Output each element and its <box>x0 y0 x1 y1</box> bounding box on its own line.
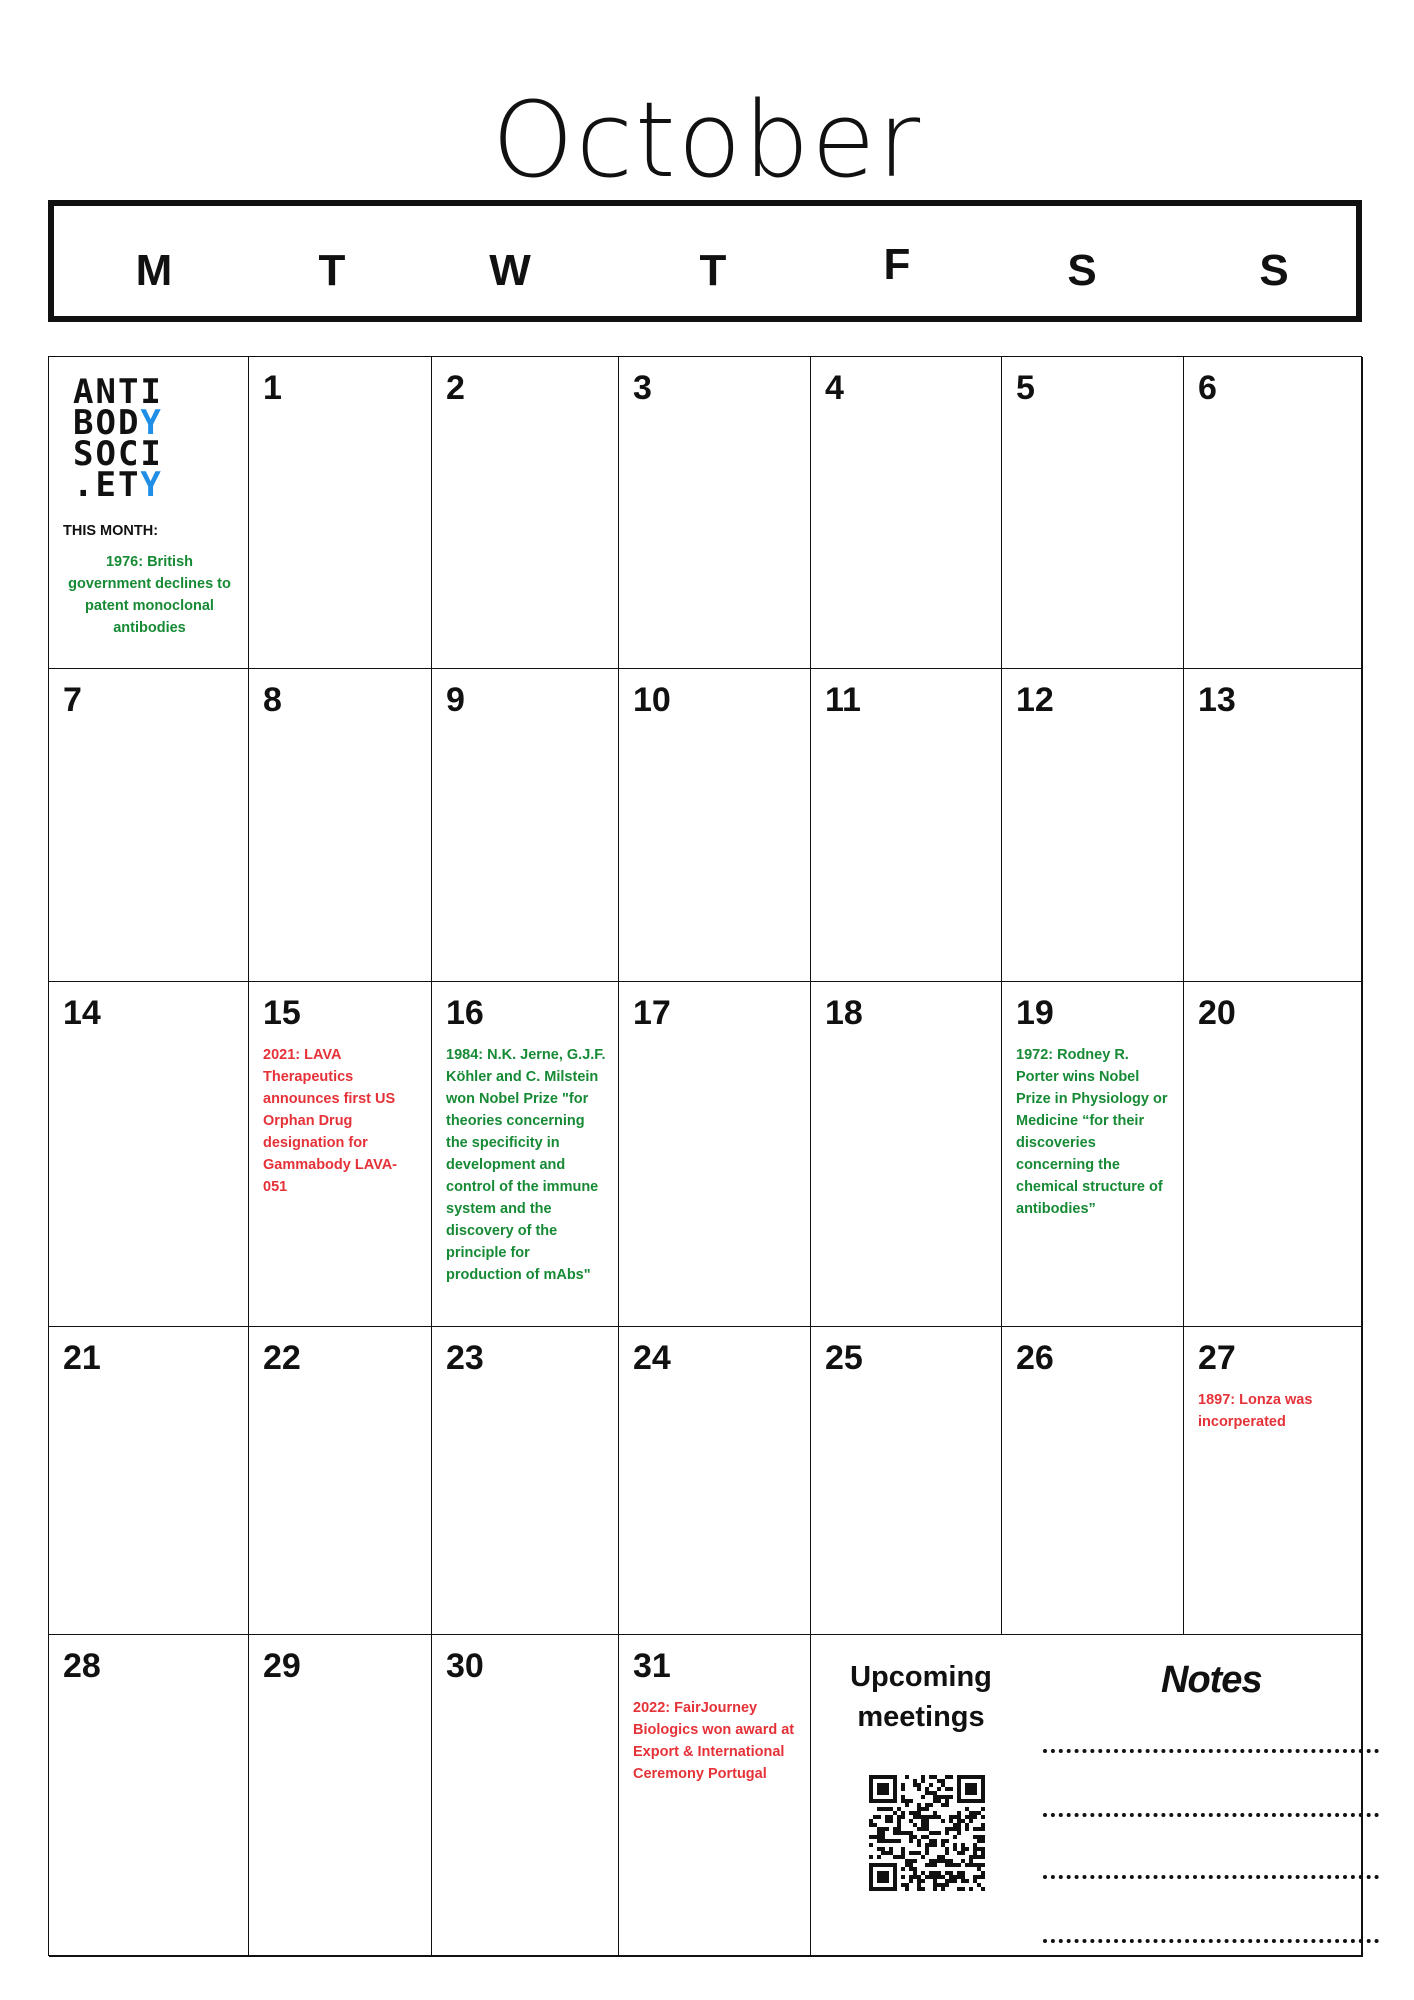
day-number: 21 <box>63 1339 101 1377</box>
day-number: 27 <box>1198 1339 1236 1377</box>
day-number: 24 <box>633 1339 671 1377</box>
day-number: 8 <box>263 681 282 719</box>
upcoming-line: meetings <box>857 1701 985 1733</box>
day-number: 14 <box>63 994 101 1032</box>
day-cell <box>619 1635 811 1957</box>
weekday-tue: T <box>318 246 346 295</box>
day-cell <box>619 357 811 669</box>
notes-heading: Notes <box>1161 1659 1262 1701</box>
weekday-mon: M <box>135 246 173 295</box>
day-number: 17 <box>633 994 671 1032</box>
day-event: 2022: FairJourney Biologics won award at Export & International Ceremony Portugal <box>633 1700 795 1782</box>
day-cell <box>619 669 811 982</box>
day-number: 6 <box>1198 369 1217 407</box>
intro-cell <box>49 357 249 669</box>
day-number: 18 <box>825 994 863 1032</box>
day-cell <box>811 669 1002 982</box>
day-cell <box>1184 357 1363 669</box>
day-number: 31 <box>633 1647 671 1685</box>
calendar-grid <box>48 356 1362 1956</box>
day-cell <box>49 982 249 1327</box>
weekday-sun: S <box>1259 246 1289 295</box>
day-number: 10 <box>633 681 671 719</box>
day-number: 2 <box>446 369 465 407</box>
day-cell <box>432 982 619 1327</box>
day-number: 7 <box>63 681 82 719</box>
day-number: 26 <box>1016 1339 1054 1377</box>
logo-text: BOD <box>73 403 141 443</box>
day-cell <box>811 357 1002 669</box>
day-cell <box>249 1635 432 1957</box>
day-number: 5 <box>1016 369 1035 407</box>
day-cell <box>619 1327 811 1635</box>
meetings-notes-cell <box>811 1635 1363 1957</box>
day-number: 11 <box>825 681 861 719</box>
this-month-event: 1976: British government declines to patent monoclonal antibodies <box>68 554 231 636</box>
day-event: 1972: Rodney R. Porter wins Nobel Prize in Physiology or Medicine “for their discoveries concerning the chemical structure of antibodies” <box>1016 1047 1168 1217</box>
logo-text: Y <box>140 465 163 505</box>
upcoming-meetings-heading <box>841 1657 1001 1737</box>
day-event: 1897: Lonza was incorperated <box>1198 1392 1313 1430</box>
weekday-fri: F <box>883 240 911 289</box>
logo-text: Y <box>140 403 163 443</box>
day-cell <box>432 357 619 669</box>
qr-code-icon[interactable] <box>869 1775 985 1891</box>
day-cell <box>49 1327 249 1635</box>
notes-line <box>1043 1939 1379 1943</box>
day-cell <box>249 357 432 669</box>
logo-text: .ET <box>73 465 141 505</box>
day-cell <box>811 1327 1002 1635</box>
day-cell <box>811 982 1002 1327</box>
day-event: 1984: N.K. Jerne, G.J.F. Köhler and C. Milstein won Nobel Prize "for theories concerning the specificity in development and control of the immune system and the discovery of the principle for production of mAbs" <box>446 1047 606 1283</box>
day-number: 9 <box>446 681 465 719</box>
day-cell <box>1184 1327 1363 1635</box>
logo-text: SOCI <box>73 434 163 474</box>
day-cell <box>432 1635 619 1957</box>
weekday-sat: S <box>1067 246 1097 295</box>
upcoming-line: Upcoming <box>850 1661 992 1693</box>
day-cell <box>1184 982 1363 1327</box>
day-number: 28 <box>63 1647 101 1685</box>
day-number: 23 <box>446 1339 484 1377</box>
day-number: 15 <box>263 994 301 1032</box>
day-cell <box>432 1327 619 1635</box>
day-cell <box>249 669 432 982</box>
day-event: 2021: LAVA Therapeutics announces first US Orphan Drug designation for Gammabody LAVA-051 <box>263 1047 398 1195</box>
day-cell <box>1002 1327 1184 1635</box>
notes-line <box>1043 1749 1379 1753</box>
day-number: 12 <box>1016 681 1054 719</box>
day-cell <box>249 1327 432 1635</box>
day-number: 16 <box>446 994 484 1032</box>
day-cell <box>249 982 432 1327</box>
day-cell <box>1002 669 1184 982</box>
day-number: 13 <box>1198 681 1236 719</box>
weekday-thu: T <box>699 246 727 295</box>
notes-line <box>1043 1813 1379 1817</box>
weekday-wed: W <box>489 246 531 295</box>
day-cell <box>1184 669 1363 982</box>
day-number: 22 <box>263 1339 301 1377</box>
this-month-label: THIS MONTH: <box>63 523 159 539</box>
logo-text: ANTI <box>73 372 163 412</box>
month-title: October <box>491 79 923 201</box>
antibody-society-logo <box>73 372 211 505</box>
weekday-header <box>48 200 1362 322</box>
day-number: 4 <box>825 369 844 407</box>
day-number: 19 <box>1016 994 1054 1032</box>
day-number: 30 <box>446 1647 484 1685</box>
day-cell <box>1002 982 1184 1327</box>
day-cell <box>619 982 811 1327</box>
day-number: 20 <box>1198 994 1236 1032</box>
day-cell <box>49 1635 249 1957</box>
day-number: 29 <box>263 1647 301 1685</box>
day-cell <box>49 669 249 982</box>
day-cell <box>1002 357 1184 669</box>
day-cell <box>432 669 619 982</box>
day-number: 3 <box>633 369 652 407</box>
day-number: 1 <box>263 369 282 407</box>
notes-line <box>1043 1875 1379 1879</box>
day-number: 25 <box>825 1339 863 1377</box>
